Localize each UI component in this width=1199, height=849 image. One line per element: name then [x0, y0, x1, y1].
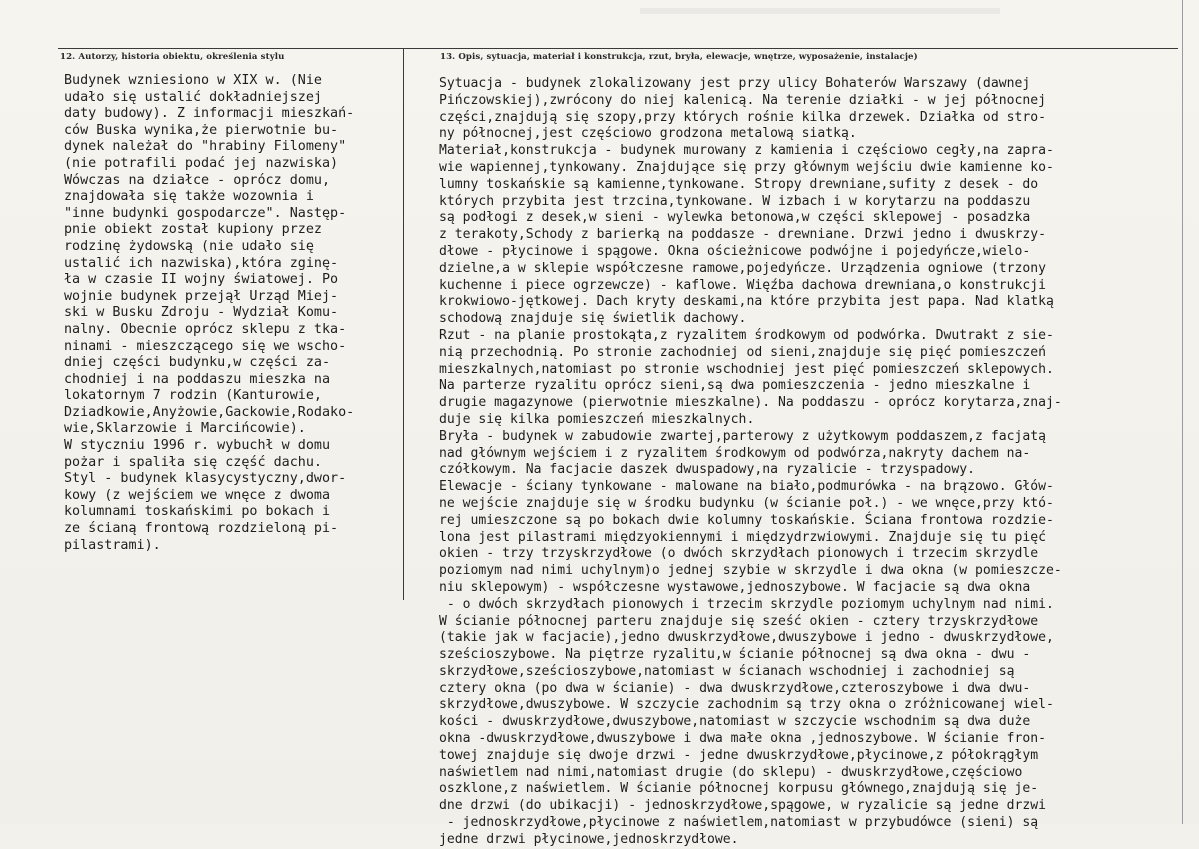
- text-line: ze ścianą frontową rozdzieloną pi-: [64, 521, 339, 537]
- text-line: dne drzwi (do ubikacji) - jednoskrzydłowe,spągowe, w ryzalicie są jedne drzwi: [439, 798, 1046, 814]
- text-line: Materiał,konstrukcja - budynek murowany z kamienia i częściowo cegły,na zapra-: [439, 143, 1054, 159]
- text-line: nad głównym wejściem i z ryzalitem środkowym od podwórza,nakryty dachem na-: [439, 445, 1031, 461]
- text-line: wie wapiennej,tynkowany. Znajdujące się przy głównym wejściu dwie kamienne ko-: [439, 159, 1054, 175]
- text-line: dniej części budynku,w części za-: [64, 355, 331, 371]
- text-line: lokatornym 7 rodzin (Kanturowie,: [64, 388, 322, 404]
- text-line: (takie jak w facjacie),jedno dwuskrzydłowe,dwuszybowe i jedno - dwuskrzydłowe,: [439, 630, 1054, 646]
- text-line: naświetlem nad nimi,natomiast drugie (do sklepu) - dwuskrzydłowe,częściowo: [439, 764, 1023, 780]
- history-text-column: [64, 73, 354, 554]
- text-line: jedne drzwi płycinowe,jednoskrzydłowe.: [439, 831, 739, 847]
- scan-artifact: [640, 8, 1000, 14]
- header-rule: [58, 48, 1178, 49]
- text-line: nalny. Obecnie oprócz sklepu z tka-: [64, 321, 347, 337]
- section-12-heading: 12. Autorzy, historia obiektu, określenia stylu: [60, 52, 285, 62]
- text-line: ne wejście znajduje się w środku budynku (w ścianie poł.) - we wnęce,przy któ-: [439, 495, 1054, 511]
- text-line: mieszkalnych,natomiast po stronie wschodniej jest pięć pomieszczeń sklepowych.: [439, 361, 1054, 377]
- text-line: Sytuacja - budynek zlokalizowany jest przy ulicy Bohaterów Warszawy (dawnej: [439, 76, 1031, 91]
- text-line: (nie potrafili podać jej nazwiska): [64, 155, 339, 171]
- text-line: których przybita jest trzcina,tynkowane. W izbach i w korytarzu na poddaszu: [439, 193, 1031, 209]
- text-line: okna -dwuskrzydłowe,dwuszybowe i dwa małe okna ,jednoszybowe. W ścianie fron-: [439, 731, 1046, 747]
- text-line: Na parterze ryzalitu oprócz sieni,są dwa pomieszczenia - jedno mieszkalne i: [439, 378, 1031, 394]
- text-line: Elewacje - ściany tynkowane - malowane na biało,podmurówka - na brązowo. Głów-: [439, 479, 1054, 495]
- text-line: rodzinę żydowską (nie udało się: [64, 238, 314, 254]
- text-line: - jednoskrzydłowe,płycinowe z naświetlem,natomiast w przybudówce (sieni) są: [439, 815, 1039, 831]
- text-line: Rzut - na planie prostokąta,z ryzalitem środkowym od podwórka. Dwutrakt z sie-: [439, 327, 1054, 343]
- text-line: Styl - budynek klasycystyczny,dwor-: [64, 471, 347, 487]
- text-line: skrzydłowe,sześcioszybowe,natomiast w ścianach wschodniej i zachodniej są: [439, 663, 1015, 679]
- text-line: niu sklepowym) - współczesne wystawowe,jednoszybowe. W facjacie są dwa okna: [439, 579, 1031, 595]
- text-line: kowy (z wejściem we wnęce z dwoma: [64, 487, 331, 503]
- text-line: drugie magazynowe (pierwotnie mieszkalne). Na poddaszu - oprócz korytarza,znaj-: [439, 395, 1062, 411]
- text-line: dłowe - płycinowe i spągowe. Okna ościeżnicowe podwójne i pojedyńcze,wielo-: [439, 243, 1031, 259]
- text-line: są podłogi z desek,w sieni - wylewka betonowa,w części sklepowej - posadzka: [439, 210, 1031, 226]
- text-line: czółkowym. Na facjacie daszek dwuspadowy,na ryzalicie - trzyspadowy.: [439, 462, 976, 478]
- text-line: znajdowała się także wozownia i: [64, 189, 314, 205]
- text-line: ustalić ich nazwiska),która zginę-: [64, 255, 339, 271]
- text-line: kuchenne i piece ogrzewcze) - kaflowe. Więźba dachowa drewniana,o konstrukcji: [439, 277, 1046, 293]
- text-line: daty budowy). Z informacji mieszkań-: [64, 106, 355, 122]
- text-line: duje się kilka pomieszczeń mieszkalnych.: [439, 411, 755, 427]
- text-line: W ścianie północnej parteru znajduje się sześć okien - cztery trzyskrzydłowe: [439, 613, 1039, 629]
- text-line: z terakoty,Schody z barierką na poddasze - drewniane. Drzwi jedno i dwuskrzy-: [439, 227, 1046, 243]
- text-line: okien - trzy trzyskrzydłowe (o dwóch skrzydłach pionowych i trzecim skrzydle: [439, 546, 1039, 562]
- text-line: sześcioszybowe. Na piętrze ryzalitu,w ścianie północnej są dwa okna - dwu -: [439, 647, 1031, 663]
- text-line: ła w czasie II wojny światowej. Po: [64, 272, 339, 288]
- text-line: - o dwóch skrzydłach pionowych i trzecim skrzydle poziomym uchylnym nad nimi.: [439, 596, 1054, 612]
- text-line: pożar i spaliła się część dachu.: [64, 454, 322, 470]
- text-line: nią przechodnią. Po stronie zachodniej od sieni,znajduje się pięć pomieszczeń: [439, 344, 1046, 360]
- text-line: ski w Busku Zdroju - Wydział Komu-: [64, 305, 339, 321]
- column-divider: [403, 48, 404, 600]
- text-line: W styczniu 1996 r. wybuchł w domu: [64, 438, 331, 454]
- description-text-column: [439, 76, 1062, 849]
- text-line: Wówczas na działce - oprócz domu,: [64, 172, 331, 188]
- text-line: ny północnej,jest częściowo grodzona metalową siatką.: [439, 126, 857, 142]
- text-line: chodniej i na poddaszu mieszka na: [64, 371, 331, 387]
- text-line: wie,Sklarzowie i Marcińcowie).: [64, 421, 306, 437]
- text-line: poziomym nad nimi uchylnym)o jednej szybie w skrzydle i dwa okna (w pomieszcze-: [439, 563, 1062, 579]
- text-line: Dziadkowie,Anyżowie,Gackowie,Rodako-: [64, 404, 355, 420]
- text-line: części,znajdują się szopy,przy których rośnie kilka drzewek. Działka od stro-: [439, 109, 1046, 125]
- text-line: krokwiowo-jętkowej. Dach kryty deskami,na które przybita jest papa. Nad klatką: [439, 294, 1054, 310]
- text-line: wojnie budynek przejął Urząd Miej-: [64, 288, 339, 304]
- text-line: dzielne,a w sklepie współczesne ramowe,pojedyńcze. Urządzenia ogniowe (trzony: [439, 260, 1046, 276]
- text-line: pnie obiekt został kupiony przez: [64, 222, 322, 238]
- text-line: Bryła - budynek w zabudowie zwartej,parterowy z użytkowym poddaszem,z facjatą: [439, 428, 1046, 444]
- page-edge: [1182, 0, 1183, 824]
- text-line: dynek należał do "hrabiny Filomeny": [64, 139, 347, 155]
- text-line: cztery okna (po dwa w ścianie) - dwa dwuskrzydłowe,czteroszybowe i dwa dwu-: [439, 680, 1031, 696]
- text-line: schodową znajduje się świetlik dachowy.: [439, 311, 747, 327]
- text-line: rej umieszczone są po bokach dwie kolumny toskańskie. Ściana frontowa rozdzie-: [439, 512, 1054, 528]
- text-line: skrzydłowe,dwuszybowe. W szczycie zachodnim są trzy okna o zróżnicowanej wiel-: [439, 697, 1054, 713]
- text-line: kości - dwuskrzydłowe,dwuszybowe,natomiast w szczycie wschodnim są dwa duże: [439, 714, 1031, 730]
- text-line: "inne budynki gospodarcze". Następ-: [64, 205, 347, 221]
- text-line: lona jest pilastrami międzyokiennymi i międzydrzwiowymi. Znajduje się tu pięć: [439, 529, 1046, 545]
- text-line: ców Buska wynika,że pierwotnie bu-: [64, 122, 339, 138]
- text-line: ninami - mieszczącego się we wscho-: [64, 338, 347, 354]
- text-line: Budynek wzniesiono w XIX w. (Nie: [64, 73, 322, 88]
- text-line: kolumnami toskańskimi po bokach i: [64, 504, 331, 520]
- text-line: udało się ustalić dokładniejszej: [64, 89, 322, 105]
- section-13-heading: 13. Opis, sytuacja, materiał i konstrukcja, rzut, bryła, elewacje, wnętrze, wyposażenie, instalacje): [440, 52, 918, 62]
- text-line: towej znajduje się dwoje drzwi - jedne dwuskrzydłowe,płycinowe,z półokrągłym: [439, 747, 1039, 763]
- text-line: pilastrami).: [64, 537, 161, 553]
- text-line: oszklone,z naświetlem. W ścianie północnej korpusu głównego,znajdują się je-: [439, 781, 1039, 797]
- text-line: Pińczowskiej),zwrócony do niej kalenicą. Na terenie działki - w jej północnej: [439, 92, 1046, 108]
- text-line: lumny toskańskie są kamienne,tynkowane. Stropy drewniane,sufity z desek - do: [439, 176, 1039, 192]
